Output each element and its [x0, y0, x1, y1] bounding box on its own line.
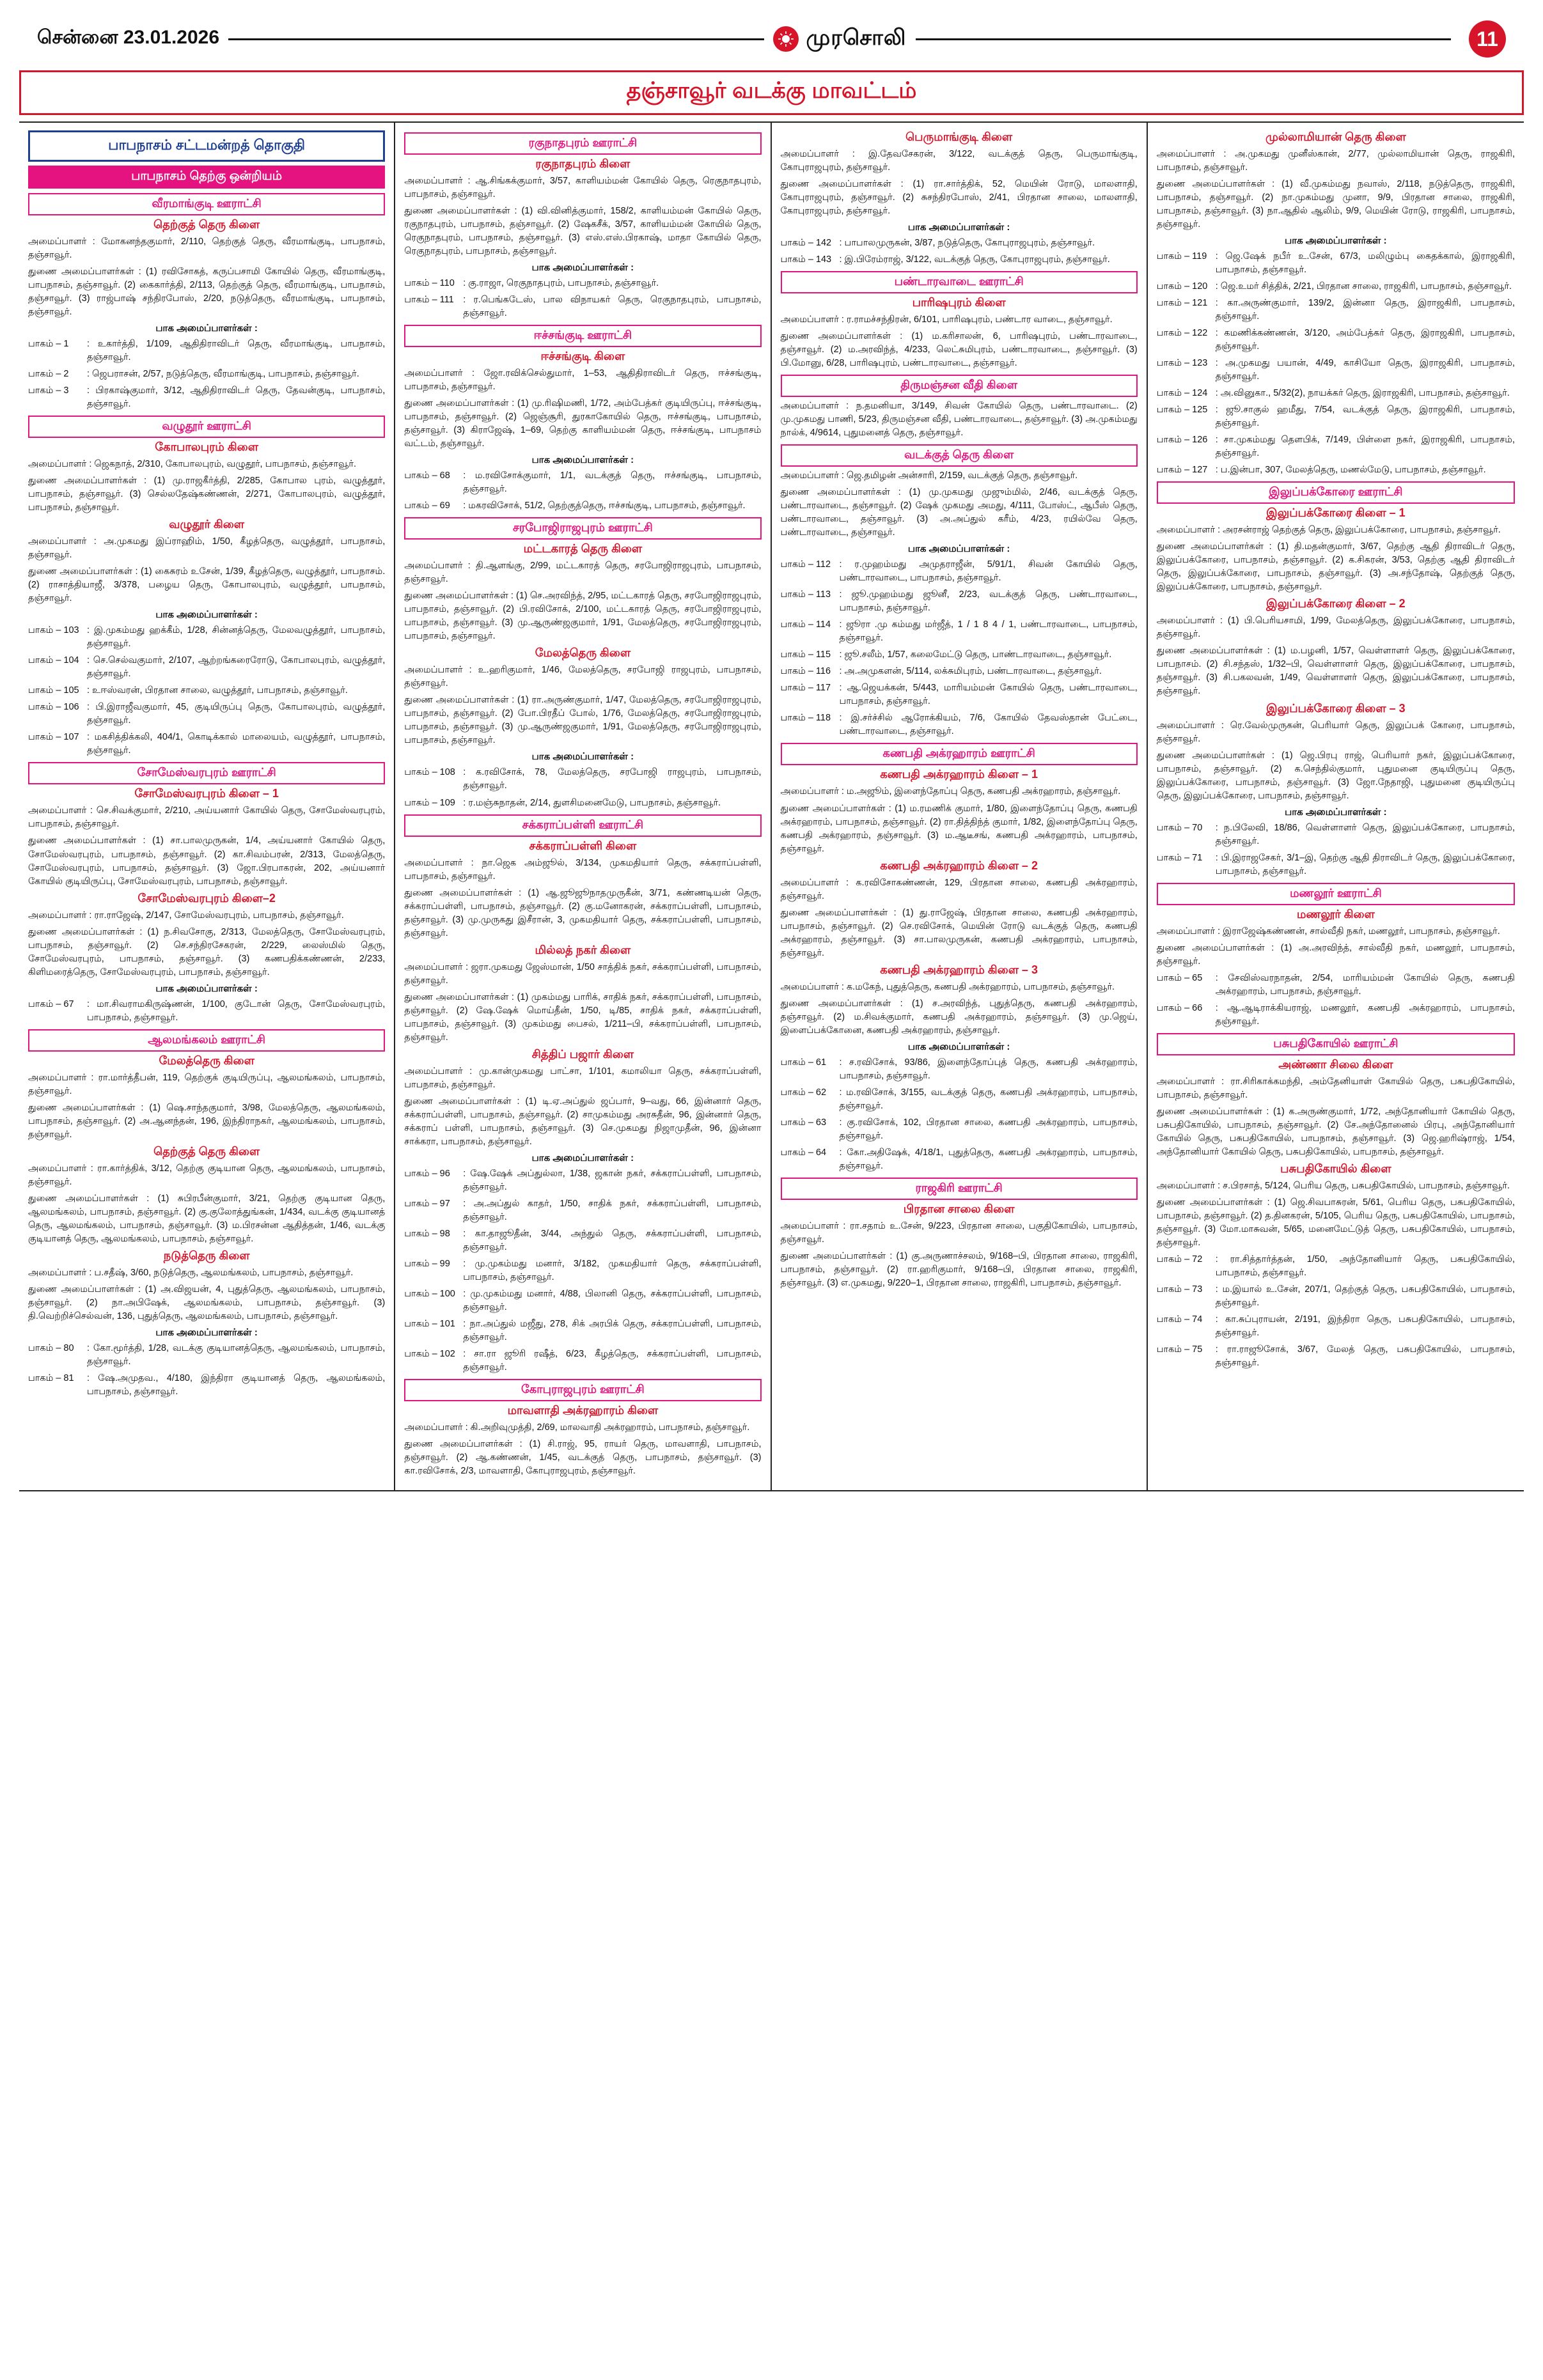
booth-entry [404, 469, 761, 496]
booth-number: பாகம் – 105 [28, 685, 79, 696]
booth-organiser-text: : ச.ரவிசோக், 93/86, இளைந்தோப்புத் தெரு, கணபதி அக்ரஹாரம், பாபநாசம், தஞ்சாவூர். [839, 1057, 1138, 1081]
booth-number: பாகம் – 113 [780, 589, 831, 600]
booth-organiser-text: : பிரகாஷ்குமார், 3/12, ஆதிதிராவிடர் தெரு, தேவன்குடி, பாபநாசம், தஞ்சாவூர். [87, 385, 386, 410]
booth-entry [28, 624, 385, 651]
organiser-paragraph: துணை அமைப்பாளர்கள் : (1) ஷெ.சாந்தகுமார், 3/98, மேலத்தெரு, ஆலமங்கலம், பாபநாசம், தஞ்சாவூர். (2) அ.ஆனந்தன், 196, இந்திராநகர், ஆலமங்கலம், பாபநாசம், தஞ்சாவூர். [28, 1102, 386, 1140]
organiser-paragraph: அமைப்பாளர் : ப.சதீஷ், 3/60, நடுத்தெரு, ஆலமங்கலம், பாபநாசம், தஞ்சாவூர். [28, 1267, 354, 1278]
panchayat-title: திருமஞ்சன வீதி கிளை [781, 375, 1138, 397]
booth-entry [1157, 357, 1515, 384]
organiser-paragraph: அமைப்பாளர் : அரசன்ராஜ் தெற்குத் தெரு, இலுப்பக்கோரை, பாபநாசம், தஞ்சாவூர். [1156, 525, 1501, 536]
booth-number: பாகம் – 99 [404, 1258, 450, 1269]
booth-number: பாகம் – 118 [780, 713, 831, 724]
booth-organiser-text: : கோ.அதிஷேக், 4/18/1, புதுத்தெரு, கணபதி அக்ரஹாரம், பாபநாசம், தஞ்சாவூர். [839, 1147, 1138, 1171]
organiser-paragraph: துணை அமைப்பாளர்கள் : (1) ரவிசோகத், கருப்பசாமி கோயில் தெரு, வீரமாங்குடி, பாபநாசம், தஞ்சாவூர். (2) கைகார்த்தி, 2/113, தெற்குத் தெரு, வீரமாங்குடி, பாபநாசம், தஞ்சாவூர். (3) ராஜ்பாஷ் சந்திரபோஸ், 2/20, நடுத்தெரு, வீரமாங்குடி, பாபநாசம், தஞ்சாவூர். [28, 267, 386, 318]
booth-organiser-text: : கமணிக்கண்ணன், 3/120, அம்பேத்கர் தெரு, இராஜகிரி, பாபநாசம், தஞ்சாவூர். [1215, 328, 1515, 352]
organiser-paragraph: துணை அமைப்பாளர்கள் : (1) ஜெ.பிரபு ராஜ், பெரியார் நகர், இலுப்பக்கோரை, பாபநாசம், தஞ்சாவூர். (2) க.செந்தில்குமார், புதுமனை குடியிருப்பு தெரு, இலுப்பக்கோரை, பாபநாசம், தஞ்சாவூர். (3) ஜோ.நேதாஜி, புதுமனை குடியிருப்பு தெரு, இலுப்பக்கோரை, பாபநாசம், தஞ்சாவூர். [1156, 750, 1515, 801]
booth-number: பாகம் – 122 [1156, 328, 1208, 339]
booth-number: பாகம் – 143 [780, 254, 832, 265]
organiser-paragraph: அமைப்பாளர் : ரா.கார்த்திக், 3/12, தெற்கு குடியான தெரு, ஆலமங்கலம், பாபநாசம், தஞ்சாவூர். [28, 1163, 386, 1187]
organiser-paragraph: அமைப்பாளர் : ஜரா.முகமது ஜேஸ்மான், 1/50 சாத்திக் நகர், சக்கராப்பள்ளி, பாபநாசம், தஞ்சாவூர். [404, 961, 762, 986]
organiser-paragraph: அமைப்பாளர் : செ.சிவக்குமார், 2/210, அய்யனார் கோயில் தெரு, சோமேஸ்வரபுரம், பாபநாசம், தஞ்சாவூர். [28, 805, 386, 830]
organiser-paragraph: அமைப்பாளர் : (1) பி.பெரியசாமி, 1/99, மேலத்தெரு, இலுப்பக்கோரை, பாபநாசம், தஞ்சாவூர். [1156, 616, 1515, 640]
branch-title: சக்கராப்பள்ளி கிளை [529, 839, 637, 852]
booth-number: பாகம் – 142 [780, 238, 832, 249]
booth-entry [404, 1318, 761, 1344]
booth-number: பாகம் – 124 [1156, 388, 1208, 399]
booth-organisers-heading: பாக அமைப்பாளர்கள் : [907, 1041, 1010, 1052]
booth-entry [1157, 1002, 1515, 1029]
district-title: தஞ்சாவூர் வடக்கு மாவட்டம் [626, 78, 917, 103]
booth-organiser-text: : கா.சுப்புராயன், 2/191, இந்திரா தெரு, பசுபதிகோயில், பாபநாசம், தஞ்சாவூர். [1215, 1314, 1515, 1339]
booth-entry [1157, 1253, 1515, 1280]
booth-entry [404, 1197, 761, 1224]
booth-number: பாகம் – 100 [404, 1288, 455, 1299]
booth-number: பாகம் – 1 [28, 339, 69, 350]
organiser-paragraph: அமைப்பாளர் : ரா.சதாம் உ.சேன், 9/223, பிரதான சாலை, பகுதிகோயில், பாபநாசம், தஞ்சாவூர். [780, 1220, 1138, 1245]
booth-entry [1157, 297, 1515, 323]
booth-organiser-text: : மகசித்திக்கலி, 404/1, கொடிக்கால் மாலையம், வழுத்தூர், பாபநாசம், தஞ்சாவூர். [87, 732, 386, 756]
organiser-paragraph: துணை அமைப்பாளர்கள் : (1) மு.ரிஷிமணி, 1/72, அம்பேத்கர் குடியிருப்பு, ஈச்சங்குடி, பாபநாசம், தஞ்சாவூர். (2) ஜெஞ்சூரி, துரகாகோயில் தெரு, ஈச்சங்குடி, பாபநாசம், தஞ்சாவூர். (3) கிராஜேஷ், 1–69, தெற்கு காளியம்மன் தெரு, ஈச்சங்குடி, பாபநாசம் வட்டம், தஞ்சாவூர். [404, 398, 762, 449]
panchayat-title: இலுப்பக்கோரை ஊராட்சி [1157, 481, 1515, 504]
booth-number: பாகம் – 120 [1156, 281, 1208, 292]
publication-name: முரசொலி [806, 25, 907, 50]
booth-entry [781, 1116, 1138, 1143]
organiser-paragraph: அமைப்பாளர் : ந.தமனியா, 3/149, சிவன் கோயில் தெரு, பண்டாரவாடை. (2) மு.முகமது பாணி, 5/23, திருமஞ்சன வீதி, பண்டாரவாடை, தஞ்சாவூர். (3) அ.முகம்மது நால்க், 4/9614, புதுமனைத் தெரு, தஞ்சாவூர். [780, 401, 1138, 439]
branch-title: கோபாலபுரம் கிளை [155, 440, 258, 454]
organiser-paragraph: அமைப்பாளர் : ஜோ.ரவிக்செல்துமார், 1–53, ஆதிதிராவிடர் தெரு, ஈச்சங்குடி, பாபநாசம், தஞ்சாவூர். [404, 368, 762, 393]
article-column [772, 123, 1148, 1490]
booth-entry [1157, 1343, 1515, 1370]
booth-number: பாகம் – 97 [404, 1198, 450, 1209]
publication-logo [773, 26, 907, 53]
booth-entry [28, 1342, 385, 1369]
organiser-paragraph: அமைப்பாளர் : ரா.மார்த்தீபன், 119, தெற்குக் குடியிருப்பு, ஆலமங்கலம், பாபநாசம், தஞ்சாவூர். [28, 1072, 386, 1096]
booth-number: பாகம் – 102 [404, 1348, 455, 1359]
booth-organiser-text: : ஜூ.சலீம், 1/57, கலைமேட்டு தெரு, பாண்டாரவாடை, தஞ்சாவூர். [839, 649, 1112, 660]
booth-entry [1157, 821, 1515, 848]
union-title: பாபநாசம் தெற்கு ஒன்றியம் [28, 166, 385, 189]
booth-entry [1157, 433, 1515, 460]
booth-organiser-text: : சேவிஸ்வரநாதன், 2/54, மாரியம்மன் கோயில் தெரு, கணபதி அக்ரஹாரம், பாபநாசம், தஞ்சாவூர். [1215, 972, 1515, 997]
organiser-paragraph: துணை அமைப்பாளர்கள் : (1) க.அருண்குமார், 1/72, அந்தோனியார் கோயில் தெரு, பசுபதிகோயில், பாபநாசம், தஞ்சாவூர். (2) சே.அந்தோனைல் பிரபு, அந்தோனியார் கோயில் தெரு, பசுபதிகோயில், பாபநாசம், தஞ்சாவூர். (3) ஜெ.ஹரிஷ்ராஜ், 1/54, அந்தோனியார் கோயில் தெரு, பசுபதிகோயில், பாபநாசம், தஞ்சாவூர். [1156, 1106, 1515, 1157]
booth-entry [781, 1086, 1138, 1113]
booth-entry [1157, 280, 1515, 293]
booth-number: பாகம் – 67 [28, 999, 74, 1009]
booth-number: பாகம் – 107 [28, 732, 79, 743]
organiser-paragraph: துணை அமைப்பாளர்கள் : (1) சுபிரபீன்குமார், 3/21, தெற்கு குடியான தெரு, ஆலமங்கலம், பாபநாசம், தஞ்சாவூர். (2) கு.குலோத்துங்கன், 1/434, வடக்கு குடியானத் தெரு, ஆலமங்கலம், பாபநாசம், தஞ்சாவூர். (3) ம.பிரசன்ன ஆதித்தன், 1/46, வடக்கு குடியானத் தெரு, ஆலமங்கலம், பாபநாசம், தஞ்சாவூர். [28, 1193, 386, 1244]
organiser-paragraph: அமைப்பாளர் : ரெ.வேல்முருகன், பெரியார் தெரு, இலுப்பக் கோரை, பாபநாசம், தஞ்சாவூர். [1156, 720, 1515, 744]
booth-entry [781, 1146, 1138, 1173]
organiser-paragraph: துணை அமைப்பாளர்கள் : (1) மு.முகமது முஜும்மில், 2/46, வடக்குத் தெரு, பண்டாரவாடை, தஞ்சாவூர். (2) ஷேக் முகமது அமது, 4/111, போஸ்ட், ஆபீஸ் தெரு, பண்டாரவாடை, தஞ்சாவூர். (3) அ.அப்துல் கரீம், 4/23, ரயில்வே தெரு, பண்டாரவாடை, தஞ்சாவூர். [780, 487, 1138, 538]
panchayat-title: ராஜகிரி ஊராட்சி [781, 1178, 1138, 1200]
organiser-paragraph: துணை அமைப்பாளர்கள் : (1) ம.கரிசாலன், 6, பாரிஷபுரம், பண்டாரவாடை, தஞ்சாவூர். (2) ம.அரவிந்த், 4/233, லெட்சுமிபுரம், பண்டாரவாடை, தஞ்சாவூர். (3) பி.மோனு, 6/28, பாரிஷபுரம், பண்டாரவாடை, தஞ்சாவூர். [780, 331, 1138, 369]
booth-entry [28, 338, 385, 364]
branch-title: ரகுநாதபுரம் கிளை [535, 157, 631, 170]
organiser-paragraph: துணை அமைப்பாளர்கள் : (1) கு.அருணாச்சலம், 9/168–பி, பிரதான சாலை, ராஜகிரி, பாபநாசம், தஞ்சாவூர். (2) ரா.ஹரிகுமார், 9/168–பி, பிரதான சாலை, ராஜகிரி, தஞ்சாவூர். (3) எ.முகமது, 9/220–1, பிரதான சாலை, ராஜகிரி, பாபநாசம், தஞ்சாவூர். [780, 1250, 1138, 1288]
article-column [19, 123, 395, 1490]
booth-organiser-text: : அ.அமுகளன், 5/114, லக்சுமிபுரம், பண்டாரவாடை, தஞ்சாவூர். [839, 666, 1102, 677]
booth-entry [404, 766, 761, 793]
booth-entry [1157, 972, 1515, 999]
booth-entry [1157, 852, 1515, 878]
booth-organiser-text: : மா.சிவராமகிருஷ்ணன், 1/100, குடோன் தெரு, சோமேஸ்வரபுரம், பாபநாசம், தஞ்சாவூர். [87, 999, 386, 1023]
booth-organiser-text: : கா.தாஜூதீன், 3/44, அந்துல் தெரு, சக்கராப்பள்ளி, பாபநாசம், தஞ்சாவூர். [463, 1228, 762, 1252]
organiser-paragraph: அமைப்பாளர் : ஆ.சிங்கக்குமார், 3/57, காளியம்மன் கோயில் தெரு, ரெகுநாதபுரம், பாபநாசம், தஞ்சாவூர். [404, 176, 762, 200]
booth-entry [1157, 1283, 1515, 1310]
booth-organiser-text: : ப.இன்பா, 307, மேலத்தெரு, மணல்மேடு, பாபநாசம், தஞ்சாவூர். [1215, 465, 1486, 476]
booth-organiser-text: : ர.மஞ்சுநாதன், 2/14, துளசிமனைமேடு, பாபநாசம், தஞ்சாவூர். [463, 797, 721, 808]
booth-organiser-text: : ஆ.ஆடிராக்கியராஜ், மணலூர், கணபதி அக்ரஹாரம், பாபநாசம், தஞ்சாவூர். [1215, 1002, 1515, 1027]
branch-title: பாரிஷபுரம் கிளை [912, 296, 1006, 309]
booth-organiser-text: : ஜூ.முஹம்மது ஜூனீ, 2/23, வடக்குத் தெரு, பண்டாரவாடை, பாபநாசம், தஞ்சாவூர். [839, 589, 1138, 614]
organiser-paragraph: துணை அமைப்பாளர்கள் : (1) ஆ.ஜூஜூநாதமுருகீன், 3/71, கண்ணடியன் தெரு, சக்கராப்பள்ளி, பாபநாசம், தஞ்சாவூர். (2) கு.மனோகரன், சக்கராப்பள்ளி, பாபநாசம், தஞ்சாவூர். (3) மு.முருகது இசீரான், 3, முகமதியார் தெரு, சக்கராப்பள்ளி, பாபநாசம், தஞ்சாவூர். [404, 887, 762, 938]
booth-organiser-text: : கு.ராஜா, ரெகுநாதபுரம், பாபநாசம், தஞ்சாவூர். [463, 278, 659, 289]
panchayat-title: ஈச்சங்குடி ஊராட்சி [404, 325, 761, 347]
organiser-paragraph: அமைப்பாளர் : கி.அறிவுமுத்தி, 2/69, மாலவாதி அக்ரஹாரம், பாபநாசம், தஞ்சாவூர். [404, 1422, 750, 1433]
organiser-paragraph: அமைப்பாளர் : இராஜேஷ்கண்ணன், சால்வீதி நகர், மணலூர், பாபநாசம், தஞ்சாவூர். [1156, 926, 1500, 937]
booth-organiser-text: : அ.முகமது பயான், 4/49, காசியோ தெரு, இராஜகிரி, பாபநாசம், தஞ்சாவூர். [1215, 358, 1515, 382]
branch-title: நடுத்தெரு கிளை [163, 1248, 250, 1262]
booth-organiser-text: : ம.இயால் உ.சேன், 207/1, தெற்குத் தெரு, பசுபதிகோயில், பாபநாசம், தஞ்சாவூர். [1215, 1284, 1515, 1308]
booth-number: பாகம் – 73 [1156, 1284, 1203, 1295]
booth-organiser-text: : கா.அருண்குமார், 139/2, இன்னா தெரு, இராஜகிரி, பாபநாசம், தஞ்சாவூர். [1215, 298, 1515, 322]
booth-entry [28, 998, 385, 1025]
booth-organiser-text: : இ.முகம்மது ஹக்கீம், 1/28, சின்னத்தெரு, மேலவழுத்தூர், பாபநாசம், தஞ்சாவூர். [87, 625, 386, 649]
organiser-paragraph: துணை அமைப்பாளர்கள் : (1) முகம்மது பாரிக், சாதிக் நகர், சக்கராப்பள்ளி, பாபநாசம், தஞ்சாவூர். (2) ஷே.ஷேக் மொய்தீன், 1/50, டி/85, சாதிக் நகர், சக்கராப்பள்ளி, பாபநாசம், தஞ்சாவூர். (3) முகம்மது பைசல், 1/211–பி, சக்கராப்பள்ளி, பாபநாசம், தஞ்சாவூர். [404, 992, 762, 1043]
booth-number: பாகம் – 111 [404, 295, 454, 306]
booth-organiser-text: : ரா.ராஜூசோக், 3/67, மேலத் தெரு, பசுபதிகோயில், பாபநாசம், தஞ்சாவூர். [1215, 1344, 1515, 1369]
booth-entry [28, 701, 385, 727]
booth-organisers-heading: பாக அமைப்பாளர்கள் : [155, 323, 258, 334]
panchayat-title: கணபதி அக்ரஹாரம் ஊராட்சி [781, 743, 1138, 765]
booth-number: பாகம் – 2 [28, 369, 69, 380]
organiser-paragraph: துணை அமைப்பாளர்கள் : (1) வீ.முகம்மது நவாஸ், 2/118, நடுத்தெரு, ராஜகிரி, பாபநாசம், தஞ்சாவூர். (2) நா.முகம்மது முனா, 9/9, பிரதான சாலை, ராஜகிரி, பாபநாசம், தஞ்சாவூர். (3) நா.ஆதில் ஆலிம், 9/9, மெயின் ரோடு, ராஜகிரி, பாபநாசம், தஞ்சாவூர். [1156, 179, 1515, 230]
booth-number: பாகம் – 75 [1156, 1344, 1203, 1355]
booth-number: பாகம் – 104 [28, 655, 79, 666]
district-title-band [19, 70, 1524, 115]
branch-title: கணபதி அக்ரஹாரம் கிளை – 1 [880, 768, 1038, 781]
branch-title: கணபதி அக்ரஹாரம் கிளை – 3 [880, 963, 1038, 976]
booth-number: பாகம் – 108 [404, 767, 455, 778]
organiser-paragraph: துணை அமைப்பாளர்கள் : (1) அ.அரவிந்த், சால்வீதி நகர், மணலூர், பாபநாசம், தஞ்சாவூர். [1156, 942, 1515, 967]
branch-title: இலுப்பக்கோரை கிளை – 1 [1266, 506, 1406, 520]
booth-organiser-text: : அ.அப்துல் காதர், 1/50, சாதிக் நகர், சக்கராப்பள்ளி, பாபநாசம், தஞ்சாவூர். [463, 1198, 762, 1222]
booth-entry [781, 1056, 1138, 1083]
organiser-paragraph: துணை அமைப்பாளர்கள் : (1) து.ராஜேஷ், பிரதான சாலை, கணபதி அக்ரஹாரம், பாபநாசம், தஞ்சாவூர். (2) செ.ரவிசோக், மெயின் ரோடு வடக்குத் தெரு, கணபதி அக்ரஹாரம், தஞ்சாவூர். (3) சா.பாலமுருகன், கணபதி அக்ரஹாரம், பாபநாசம், தஞ்சாவூர். [780, 907, 1138, 958]
organiser-paragraph: துணை அமைப்பாளர்கள் : (1) ச.அரவிந்த், புதுத்தெரு, கணபதி அக்ரஹாரம், தஞ்சாவூர். (2) ம.சிவக்குமார், கணபதி அக்ரஹாரம், தஞ்சாவூர். (3) மு.ஜெய், இளைப்பக்கோனை, கணபதி அக்ரஹாரம், தஞ்சாவூர். [780, 998, 1138, 1036]
booth-organisers-heading: பாக அமைப்பாளர்கள் : [155, 609, 258, 621]
organiser-paragraph: அமைப்பாளர் : நா.ஜெக அம்ஜூல், 3/134, முகமதியார் தெரு, சக்கராப்பள்ளி, பாபநாசம், தஞ்சாவூர். [404, 857, 762, 882]
booth-number: பாகம் – 65 [1156, 972, 1203, 983]
booth-number: பாகம் – 74 [1156, 1314, 1203, 1325]
booth-entry [404, 1287, 761, 1314]
booth-organiser-text: : நா.அப்துல் மஜீது, 278, சிக் அரபிக் தெரு, சக்கராப்பள்ளி, பாபநாசம், தஞ்சாவூர். [463, 1318, 762, 1342]
booth-entry [404, 293, 761, 320]
branch-title: கணபதி அக்ரஹாரம் கிளை – 2 [880, 859, 1038, 872]
organiser-paragraph: அமைப்பாளர் : இ.தேவசேகரன், 3/122, வடக்குத் தெரு, பெருமாங்குடி, கோபுராஜபுரம், தஞ்சாவூர். [780, 149, 1138, 173]
booth-organiser-text: : அ.வினுகா., 5/32(2), நாயக்கர் தெரு, இராஜகிரி, பாபநாசம், தஞ்சாவூர். [1215, 388, 1510, 399]
booth-number: பாகம் – 63 [780, 1117, 827, 1128]
booth-number: பாகம் – 116 [780, 666, 831, 677]
panchayat-title: மணலூர் ஊராட்சி [1157, 883, 1515, 905]
branch-title: மேலத்தெரு கிளை [535, 646, 631, 660]
booth-number: பாகம் – 106 [28, 702, 79, 713]
booth-number: பாகம் – 117 [780, 683, 831, 694]
branch-title: மட்டகாரத் தெரு கிளை [523, 542, 643, 556]
panchayat-title: சக்கராப்பள்ளி ஊராட்சி [404, 814, 761, 837]
booth-number: பாகம் – 123 [1156, 358, 1208, 369]
organiser-paragraph: துணை அமைப்பாளர்கள் : (1) ம.ரமணிக் குமார், 1/80, இளைந்தோப்பு தெரு, கணபதி அக்ரஹாரம், பாபநாசம், தஞ்சாவூர். (2) ரா.தித்திந்த் குமார், 1/82, இளைந்தோப்பு தெரு, கணபதி அக்ரஹாரம், தஞ்சாவூர். (3) ம.ஆடீசங், கணபதி அக்ரஹாரம், பாபநாசம், தஞ்சாவூர். [780, 803, 1138, 854]
booth-number: பாகம் – 110 [404, 278, 455, 289]
booth-number: பாகம் – 70 [1156, 822, 1203, 833]
branch-title: வழுதூர் கிளை [169, 518, 245, 531]
organiser-paragraph: துணை அமைப்பாளர்கள் : (1) ந.சிவசோகு, 2/313, மேலத்தெரு, சோமேஸ்வரபுரம், பாபநாசம், தஞ்சாவூர். (2) செ.சந்திரசேகரன், 2/229, லைஸ்மில் தெரு, சோமேஸ்வரபுரம், பாபநாசம், தஞ்சாவூர். (3) கணபதிக்கண்ணன், 2/233, கிளிமரைத்தெரு, சோமேஸ்வரபுரம், பாபநாசம், தஞ்சாவூர். [28, 926, 386, 977]
booth-entry [404, 277, 761, 290]
booth-number: பாகம் – 126 [1156, 435, 1208, 446]
booth-organiser-text: : ஜெ.ஷேக் நபீர் உ.சேன், 67/3, மலிழும்பு கைதக்கால், இராஜகிரி, பாபநாசம், தஞ்சாவூர். [1215, 251, 1515, 276]
booth-entry [28, 731, 385, 758]
panchayat-title: வடக்குத் தெரு கிளை [781, 444, 1138, 467]
branch-title: அண்ணா சிலை கிளை [1278, 1057, 1393, 1071]
branch-title: சோமேஸ்வரபுரம் கிளை–2 [137, 891, 276, 905]
branch-title: முல்லாமியான் தெரு கிளை [1265, 130, 1406, 143]
booth-organiser-text: : பாபாலமுருகன், 3/87, நடுத்தெரு, கோபுராஜபுரம், தஞ்சாவூர். [839, 238, 1095, 249]
organiser-paragraph: அமைப்பாளர் : ஜெகநாத், 2/310, கோபாலபுரம், வழுதூர், பாபநாசம், தஞ்சாவூர். [28, 459, 356, 470]
booth-organisers-heading: பாக அமைப்பாளர்கள் : [155, 983, 258, 994]
booth-number: பாகம் – 98 [404, 1228, 450, 1239]
organiser-paragraph: துணை அமைப்பாளர்கள் : (1) ரா.அருண்குமார், 1/47, மேலத்தெரு, சரபோஜிராஜபுரம், பாபநாசம், தஞ்சாவூர். (2) போ.பிரதீப் போல், 1/76, மேலத்தெரு, சரபோஜிராஜபுரம், பாபநாசம், தஞ்சாவூர். (3) மு.ஆருண்ஜகுமார், 1/91, மேலத்தெரு, சரபோஜிராஜபுரம், பாபநாசம், தஞ்சாவூர். [404, 695, 762, 746]
booth-entry [781, 588, 1138, 615]
branch-title: பசுபதிகோயில் கிளை [1280, 1162, 1391, 1175]
booth-organisers-heading: பாக அமைப்பாளர்கள் : [907, 222, 1010, 233]
booth-organiser-text: : ஜூரா .மு கம்மது மர்ஜீத், 1 / 1 8 4 / 1, பண்டாரவாடை, பாபநாசம், தஞ்சாவூர். [839, 619, 1138, 644]
booth-organiser-text: : ர.பெங்கடேஸ், பால விநாயகர் தெரு, ரெகுநாதபுரம், பாபநாசம், தஞ்சாவூர். [463, 295, 762, 319]
organiser-paragraph: துணை அமைப்பாளர்கள் : (1) மு.ராஜகீர்த்தி, 2/285, கோபால புரம், வழுத்தூர், பாபநாசம், தஞ்சாவூர். (3) செல்லதேஷ்கண்ணன், 2/271, கோபாலபுரம், வழுத்தூர், பாபநாசம், தஞ்சாவூர். [28, 476, 386, 513]
booth-number: பாகம் – 103 [28, 625, 79, 636]
branch-title: சோமேஸ்வரபுரம் கிளை – 1 [134, 787, 279, 800]
booth-number: பாகம் – 61 [780, 1057, 827, 1068]
booth-entry [28, 368, 385, 381]
booth-organiser-text: : சா.ரா ஜூரி ரஷீத், 6/23, கீழத்தெரு, சக்கராப்பள்ளி, பாபநாசம், தஞ்சாவூர். [463, 1348, 762, 1373]
booth-organiser-text: : ஆ.ஜெயக்கன், 5/443, மாரியம்மன் கோயில் தெரு, பண்டாரவாடை, பாபநாசம், தஞ்சாவூர். [839, 683, 1138, 707]
organiser-paragraph: அமைப்பாளர் : அ.முகமது முனீஸ்கான், 2/77, முல்லாமியான் தெரு, ராஜகிரி, பாபநாசம், தஞ்சாவூர். [1156, 149, 1515, 173]
booth-organisers-heading: பாக அமைப்பாளர்கள் : [531, 1152, 634, 1163]
booth-organiser-text: : ஜெ.உமர் சித்திக், 2/21, பிரதான சாலை, ராஜகிரி, பாபநாசம், தஞ்சாவூர். [1215, 281, 1512, 292]
booth-entry [781, 712, 1138, 738]
booth-number: பாகம் – 81 [28, 1373, 74, 1383]
branch-title: மணலூர் கிளை [1296, 907, 1375, 921]
organiser-paragraph: அமைப்பாளர் : அ.முகமது இப்ராஹிம், 1/50, கீழத்தெரு, வழுத்தூர், பாபநாசம், தஞ்சாவூர். [28, 536, 386, 561]
organiser-paragraph: அமைப்பாளர் : உ.ஹரிகுமார், 1/46, மேலத்தெரு, சரபோஜி ராஜபுரம், பாபநாசம், தஞ்சாவூர். [404, 665, 762, 689]
booth-number: பாகம் – 71 [1156, 852, 1203, 863]
booth-organiser-text: : செ.செல்வகுமார், 2/107, ஆற்றங்கரைரோடு, கோபாலபுரம், வழுத்தூர், தஞ்சாவூர். [87, 655, 386, 680]
organiser-paragraph: அமைப்பாளர் : ர.ராமச்சந்திரன், 6/101, பாரிஷபுரம், பண்டார வாடை, தஞ்சாவூர். [780, 315, 1113, 325]
booth-number: பாகம் – 109 [404, 797, 455, 808]
booth-entry [28, 684, 385, 697]
organiser-paragraph: துணை அமைப்பாளர்கள் : (1) ம.பழனி, 1/57, வெள்ளாளர் தெரு, இலுப்பக்கோரை, பாபநாசம். (2) சி.சந்தஸ், 1/32–பி, வெள்ளாளர் தெரு, இலுப்பக்கோரை, பாபநாசம், தஞ்சாவூர். (3) சி.பகலவன், 1/49, வெள்ளாளர் தெரு, இலுப்பக்கோரை, பாபநாசம், தஞ்சாவூர். [1156, 646, 1515, 697]
organiser-paragraph: துணை அமைப்பாளர்கள் : (1) ஜெ.சிவபாசுரன், 5/61, பெரிய தெரு, பசுபதிகோயில், பாபநாசம், தஞ்சாவூர். (2) த.தினகரன், 5/105, பெரிய தெரு, பசுபதிகோயில், பாபநாசம், தஞ்சாவூர். (3) மோ.மாசுவன், 5/65, மனைமேட்டுத் தெரு, பசுபதிகோயில், பாபநாசம், தஞ்சாவூர். [1156, 1197, 1515, 1248]
booth-organiser-text: : கோ.மூர்த்தி, 1/28, வடக்கு குடியானத்தெரு, ஆலமங்கலம், பாபநாசம், தஞ்சாவூர். [87, 1342, 386, 1367]
booth-number: பாகம் – 101 [404, 1318, 455, 1329]
branch-title: தெற்குத் தெரு கிளை [153, 1144, 260, 1158]
booth-entry [28, 384, 385, 411]
booth-organisers-heading: பாக அமைப்பாளர்கள் : [1285, 235, 1387, 247]
booth-organiser-text: : ம.ரவிசோக்குமார், 1/1, வடக்குத் தெரு, ஈச்சங்குடி, பாபநாசம், தஞ்சாவூர். [463, 471, 762, 495]
branch-title: மாவளாதி அக்ரஹாரம் கிளை [507, 1404, 659, 1417]
panchayat-title: வழுதூர் ஊராட்சி [28, 416, 385, 438]
booth-number: பாகம் – 119 [1156, 251, 1207, 262]
article-columns [19, 121, 1524, 1491]
branch-title: இலுப்பக்கோரை கிளை – 3 [1266, 701, 1406, 715]
booth-number: பாகம் – 72 [1156, 1254, 1203, 1264]
booth-entry [28, 654, 385, 681]
booth-organiser-text: : ம.ரவிசோக், 3/155, வடக்குத் தெரு, கணபதி அக்ரஹாரம், பாபநாசம், தஞ்சாவூர். [839, 1087, 1138, 1111]
booth-organiser-text: : சா.முகம்மது தௌபிக், 7/149, பிள்ளை நகர், இராஜகிரி, பாபநாசம், தஞ்சாவூர். [1215, 435, 1515, 459]
branch-title: தெற்குத் தெரு கிளை [153, 218, 260, 231]
booth-number: பாகம் – 114 [780, 619, 831, 630]
organiser-paragraph: துணை அமைப்பாளர்கள் : (1) டி.ஏ.அப்துல் ஜப்பார், 9–வது, 66, இன்னார் தெரு, சக்கராப்பள்ளி, பாபநாசம், தஞ்சாவூர். (2) சாமுகம்மது அரசுதீன், 96, இன்னார் தெரு, சக்கராப் பள்ளி, பாபநாசம், தஞ்சாவூர். (3) செ.முகமது நிஜாமுதீன், 96, இன்னா சாக்கரா, பாபநாசம், தஞ்சாவூர். [404, 1096, 762, 1147]
organiser-paragraph: துணை அமைப்பாளர்கள் : (1) சா.பாலமுருகன், 1/4, அய்யனார் கோயில் தெரு, சோமேஸ்வரபுரம், பாபநாசம், தஞ்சாவூர். (2) கா.சிவம்பரன், 2/313, மேலத்தெரு, சோமேஸ்வரபுரம், பாபநாசம், தஞ்சாவூர். (3) ஜோ.பிரபாகரன், 202, அய்யனார் கோயில் குடியிருப்பு, சோமேஸ்வரபுரம், பாபநாசம், தஞ்சாவூர். [28, 836, 386, 887]
booth-organiser-text: : ஜெபராசன், 2/57, நடுத்தெரு, வீரமாங்குடி, பாபநாசம், தஞ்சாவூர். [87, 369, 359, 380]
organiser-paragraph: அமைப்பாளர் : ரா.ராஜேஷ், 2/147, சோமேஸ்வரபுரம், பாபநாசம், தஞ்சாவூர். [28, 910, 344, 921]
booth-organiser-text: : கு.ரவிசோக், 102, பிரதான சாலை, கணபதி அக்ரஹாரம், பாபநாசம், தஞ்சாவூர். [839, 1117, 1138, 1141]
organiser-paragraph: அமைப்பாளர் : ம.அஜூம், இளைந்தோப்பு தெரு, கணபதி அக்ரஹாரம், தஞ்சாவூர். [780, 786, 1121, 797]
organiser-paragraph: அமைப்பாளர் : ரா.சிரிகாக்கமந்தி, அம்தேனியாள் கோயில் தெரு, பசுபதிகோயில், பாபநாசம், தஞ்சாவூர். [1156, 1076, 1515, 1100]
panchayat-title: பண்டாரவாடை ஊராட்சி [781, 271, 1138, 293]
booth-organiser-text: : ஷே.அமுதவ., 4/180, இந்திரா குடியானத் தெரு, ஆலமங்கலம், பாபநாசம், தஞ்சாவூர். [87, 1373, 386, 1397]
booth-number: பாகம் – 68 [404, 471, 450, 481]
booth-entry [404, 1227, 761, 1254]
booth-number: பாகம் – 127 [1156, 465, 1208, 476]
panchayat-title: வீரமாங்குடி ஊராட்சி [28, 193, 385, 215]
booth-number: பாகம் – 96 [404, 1168, 450, 1179]
booth-entry [404, 1167, 761, 1194]
booth-organiser-text: : மு.முகம்மது மனார், 3/182, முகமதியார் தெரு, சக்கராப்பள்ளி, பாபநாசம், தஞ்சாவூர். [463, 1258, 762, 1282]
organiser-paragraph: துணை அமைப்பாளர்கள் : (1) தி.மதன்குமார், 3/67, தெற்கு ஆதி திராவிடர் தெரு, இலுப்பக்கோரை, பாபநாசம், தஞ்சாவூர். (2) க.சிகரன், 3/53, தெற்கு ஆதி திராவிடர் தெரு, இலுப்பக்கோரை, பாபநாசம், தஞ்சாவூர். (3) அ.சந்தோஷ், தெற்குத் தெரு, இலுப்பக்கோரை, பாபநாசம், தஞ்சாவூர். [1156, 541, 1515, 593]
organiser-paragraph: அமைப்பாளர் : ச.பிரசாத், 5/124, பெரிய தெரு, பசுபதிகோயில், பாபநாசம், தஞ்சாவூர். [1156, 1180, 1510, 1191]
branch-title: மில்லத் நகர் கிளை [535, 943, 631, 956]
booth-organiser-text: : மு.முகம்மது மனார், 4/88, பிலானி தெரு, சக்கராப்பள்ளி, பாபநாசம், தஞ்சாவூர். [463, 1288, 762, 1312]
organiser-paragraph: அமைப்பாளர் : ஜெ.தமிழன் அன்சாரி, 2/159, வடக்குத் தெரு, தஞ்சாவூர். [780, 471, 1078, 481]
booth-entry [404, 1257, 761, 1284]
booth-organiser-text: : ஜூ.சாகுல் ஹமீது, 7/54, வடக்குத் தெரு, இராஜகிரி, பாபநாசம், தஞ்சாவூர். [1215, 405, 1515, 429]
branch-title: பிரதான சாலை கிளை [903, 1202, 1015, 1215]
booth-entry [781, 237, 1138, 250]
organiser-paragraph: துணை அமைப்பாளர்கள் : (1) வி.வினித்குமார், 158/2, காளியம்மன் கோயில் தெரு, ரகுநாதபுரம், பாபநாசம், தஞ்சாவூர். (2) ஷேகசீக், 3/57, காளியம்மன் கோயில் தெரு, ரெகுநாதபுரம், பாபநாசம், தஞ்சாவூர். (3) எஸ்.எஸ்.பிரகாஷ், மாதா கோயில் தெரு, ரெகுநாதபுரம், பாபநாசம், தஞ்சாவூர். [404, 206, 762, 257]
organiser-paragraph: அமைப்பாளர் : க.மகேந், புதுத்தெரு, கணபதி அக்ரஹாரம், பாபநாசம், தஞ்சாவூர். [780, 981, 1115, 992]
booth-organiser-text: : பி.இராஜீவகுமார், 45, குடியிருப்பு தெரு, கோபாலபுரம், வழுத்தூர், தஞ்சாவூர். [87, 702, 386, 726]
organiser-paragraph: துணை அமைப்பாளர்கள் : (1) சி.ராஜ், 95, ராயர் தெரு, மாவளாதி, பாபநாசம், தஞ்சாவூர். (2) ஆ.கண்ணன், 1/45, வடக்குத் தெரு, பாபநாசம், தஞ்சாவூர். (3) கா.ரவிசோக், 2/3, மாவளாதி, கோபுராஜபுரம், தஞ்சாவூர். [404, 1439, 762, 1477]
masthead [19, 17, 1524, 64]
booth-number: பாகம் – 69 [404, 501, 450, 511]
booth-entry [781, 665, 1138, 678]
booth-entry [1157, 1313, 1515, 1340]
booth-organiser-text: : மகரவிசோக், 51/2, தெற்குத்தெரு, ஈச்சங்குடி, பாபநாசம், தஞ்சாவூர். [463, 501, 746, 511]
booth-number: பாகம் – 66 [1156, 1002, 1203, 1013]
panchayat-title: பசுபதிகோயில் ஊராட்சி [1157, 1033, 1515, 1055]
booth-organiser-text: : ந.பிலேவி, 18/86, வெள்ளாளர் தெரு, இலுப்பக்கோரை, பாபநாசம், தஞ்சாவூர். [1215, 822, 1515, 846]
booth-entry [781, 558, 1138, 585]
booth-entry [1157, 250, 1515, 277]
booth-entry [781, 681, 1138, 708]
booth-organisers-heading: பாக அமைப்பாளர்கள் : [531, 751, 634, 763]
organiser-paragraph: துணை அமைப்பாளர்கள் : (1) அ.விஜயன், 4, புதுத்தெரு, ஆலமங்கலம், பாபநாசம், தஞ்சாவூர். (2) நா.அபிஷேக், ஆலமங்கலம், பாபநாசம், தஞ்சாவூர். (3) தி.வெற்றிச்செல்வன், 136, புதுத்தெரு, ஆலமங்கலம், பாபநாசம், தஞ்சாவூர். [28, 1284, 386, 1321]
booth-organiser-text: : ரா.சித்தார்த்தன், 1/50, அந்தோனியார் தெரு, பசுபதிகோயில், பாபநாசம், தஞ்சாவூர். [1215, 1254, 1515, 1278]
booth-organisers-heading: பாக அமைப்பாளர்கள் : [155, 1326, 258, 1338]
panchayat-title: சரபோஜிராஜபுரம் ஊராட்சி [404, 517, 761, 540]
article-column [395, 123, 771, 1490]
booth-organiser-text: : உகார்த்தி, 1/109, ஆதிதிராவிடர் தெரு, வீரமாங்குடி, பாபநாசம், தஞ்சாவூர். [87, 339, 386, 363]
masthead-date: சென்னை 23.01.2026 [37, 27, 220, 48]
organiser-paragraph: அமைப்பாளர் : க.ரவிசோகண்ணன், 129, பிரதான சாலை, கணபதி அக்ரஹாரம், தஞ்சாவூர். [780, 877, 1138, 901]
booth-entry [404, 797, 761, 810]
booth-number: பாகம் – 125 [1156, 405, 1208, 416]
booth-number: பாகம் – 112 [780, 559, 831, 570]
article-column [1148, 123, 1524, 1490]
booth-number: பாகம் – 121 [1156, 298, 1208, 309]
booth-organisers-heading: பாக அமைப்பாளர்கள் : [531, 262, 634, 274]
masthead-rule-right [916, 38, 1452, 40]
panchayat-title: ஆலமங்கலம் ஊராட்சி [28, 1029, 385, 1052]
panchayat-title: சோமேஸ்வரபுரம் ஊராட்சி [28, 762, 385, 784]
rising-sun-icon [773, 26, 799, 52]
organiser-paragraph: துணை அமைப்பாளர்கள் : (1) கைசுரம் உசேன், 1/39, கீழத்தெரு, வழுத்தூர், பாபநாசம். (2) ராசாத்தியாஜீ, 3/378, பழைய தெரு, கோபாலபுரம், வழுத்தூர், பாபநாசம், தஞ்சாவூர். [28, 566, 386, 604]
branch-title: இலுப்பக்கோரை கிளை – 2 [1266, 597, 1406, 611]
booth-entry [1157, 387, 1515, 400]
organiser-paragraph: அமைப்பாளர் : மு.கான்முகமது பாட்சா, 1/101, கமாலியா தெரு, சக்கராப்பள்ளி, பாபநாசம், தஞ்சாவூர். [404, 1066, 762, 1090]
booth-entry [28, 1372, 385, 1399]
panchayat-title: ரகுநாதபுரம் ஊராட்சி [404, 132, 761, 155]
organiser-paragraph: அமைப்பாளர் : தி.ஆளங்கு, 2/99, மட்டகாரத் தெரு, சரபோஜிராஜபுரம், பாபநாசம், தஞ்சாவூர். [404, 561, 762, 585]
panchayat-title: கோபுராஜபுரம் ஊராட்சி [404, 1379, 761, 1401]
booth-organiser-text: : இ.சர்ச்சில் ஆரோக்கியம், 7/6, கோயில் தேவஸ்தான் பேட்டை, பண்டாரவாடை, தஞ்சாவூர். [839, 713, 1138, 737]
branch-title: சித்திப் பஜார் கிளை [531, 1047, 634, 1061]
booth-entry [404, 1348, 761, 1374]
booth-number: பாகம் – 115 [780, 649, 831, 660]
booth-organiser-text: : ஷே.ஷேக் அப்துல்லா, 1/38, ஜகான் நகர், சக்கராப்பள்ளி, பாபநாசம், தஞ்சாவூர். [463, 1168, 762, 1192]
branch-title: ஈச்சங்குடி கிளை [540, 350, 625, 363]
booth-number: பாகம் – 64 [780, 1147, 827, 1158]
booth-organiser-text: : ர.முஹம்மது அமுதராஜீன், 5/91/1, சிவன் கோயில் தெரு, பண்டாரவாடை, பாபநாசம், தஞ்சாவூர். [839, 559, 1138, 584]
booth-entry [1157, 327, 1515, 354]
masthead-rule-left [228, 38, 764, 40]
booth-organiser-text: : இ.பிரேம்ராஜ், 3/122, வடக்குத் தெரு, கோபுராஜபுரம், தஞ்சாவூர். [839, 254, 1110, 265]
booth-entry [404, 499, 761, 513]
booth-entry [781, 253, 1138, 267]
booth-number: பாகம் – 80 [28, 1342, 74, 1353]
constituency-title: பாபநாசம் சட்டமன்றத் தொகுதி [28, 130, 385, 162]
booth-entry [781, 648, 1138, 662]
organiser-paragraph: அமைப்பாளர் : மோகனந்தகுமார், 2/110, தெற்குத் தெரு, வீரமாங்குடி, பாபநாசம், தஞ்சாவூர். [28, 237, 386, 261]
booth-number: பாகம் – 62 [780, 1087, 827, 1098]
booth-organisers-heading: பாக அமைப்பாளர்கள் : [907, 543, 1010, 555]
booth-organiser-text: : பி.இராஜசேகர், 3/1–இ, தெற்கு ஆதி திராவிடர் தெரு, இலுப்பக்கோரை, பாபநாசம், தஞ்சாவூர். [1215, 852, 1515, 876]
booth-entry [1157, 403, 1515, 430]
branch-title: பெருமாங்குடி கிளை [905, 130, 1013, 143]
booth-entry [1157, 463, 1515, 477]
branch-title: மேலத்தெரு கிளை [159, 1054, 255, 1067]
booth-organiser-text: : உஈஸ்வரன், பிரதான சாலை, வழுத்தூர், பாபநாசம், தஞ்சாவூர். [87, 685, 348, 696]
page-number-badge: 11 [1469, 20, 1506, 58]
booth-entry [781, 618, 1138, 645]
booth-organisers-heading: பாக அமைப்பாளர்கள் : [1285, 806, 1387, 818]
booth-number: பாகம் – 3 [28, 385, 69, 396]
organiser-paragraph: துணை அமைப்பாளர்கள் : (1) ரா.சார்த்திக், 52, மெயின் ரோடு, மாலளாதி, கோபுராஜபுரம், தஞ்சாவூர். (2) சுசந்திரபோஸ், 2/41, பிரதான சாலை, மாலளாதி, கோபுராஜபுரம், தஞ்சாவூர். [780, 179, 1138, 217]
organiser-paragraph: துணை அமைப்பாளர்கள் : (1) செ.அரவிந்த், 2/95, மட்டகாரத் தெரு, சரபோஜிராஜபுரம், பாபநாசம், தஞ்சாவூர். (2) பி.ரவிசோக், 2/100, மட்டகாரத் தெரு, சரபோஜிராஜபுரம், பாபநாசம், தஞ்சாவூர். (3) மு.ஆருண்ஜகுமார், 1/91, மேலத்தெரு, சரபோஜிராஜபுரம், பாபநாசம், தஞ்சாவூர். [404, 591, 762, 642]
booth-organisers-heading: பாக அமைப்பாளர்கள் : [531, 455, 634, 466]
booth-organiser-text: : க.ரவிசோக், 78, மேலத்தெரு, சரபோஜி ராஜபுரம், பாபநாசம், தஞ்சாவூர். [463, 767, 762, 791]
